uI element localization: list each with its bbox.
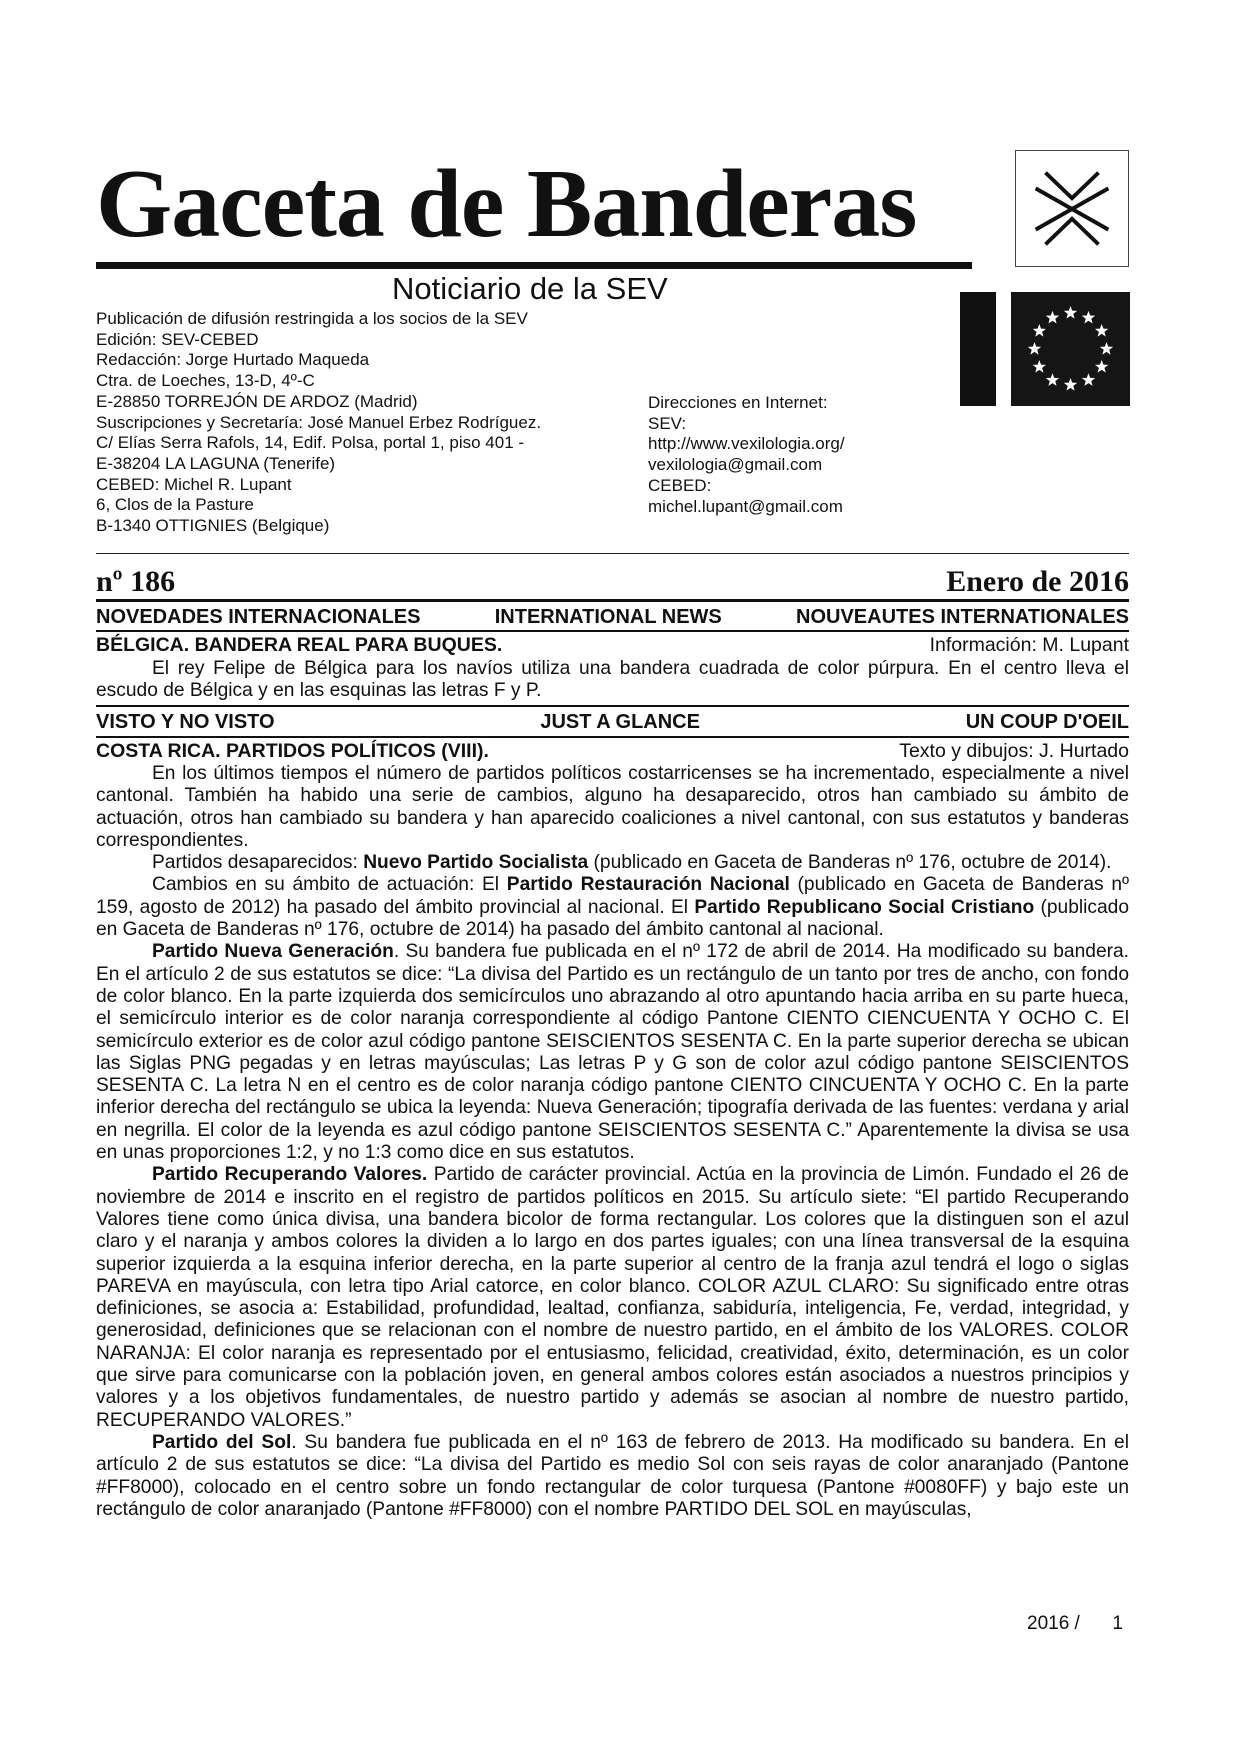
section-title-es: NOVEDADES INTERNACIONALES — [96, 606, 421, 628]
info-line: CEBED: — [648, 475, 712, 495]
paragraph: En los últimos tiempos el número de partidos políticos costarricenses se ha incrementado, especialmente a nivel cantonal. También ha habido una serie de cambios, alguno ha desaparecido, otros han cambiado su ámbito de actuación, otros han cambiado su bandera y han aparecido coaliciones a nivel cantonal, con sus estatutos y banderas correspondientes. — [96, 763, 1129, 851]
party-name: Nuevo Partido Socialista — [363, 852, 589, 874]
star-icon — [1033, 360, 1046, 373]
star-icon — [1033, 324, 1046, 337]
star-icon — [1028, 342, 1041, 355]
masthead-title: Gaceta de Banderas — [96, 150, 917, 258]
info-line: C/ Elías Serra Rafols, 14, Edif. Polsa, portal 1, piso 401 - — [96, 433, 525, 453]
paragraph — [96, 1164, 1129, 1432]
section-header-novedades — [96, 607, 1129, 627]
article-header — [96, 636, 1129, 656]
sev-url-link[interactable]: http://www.vexilologia.org/ — [648, 434, 845, 454]
paragraph: El rey Felipe de Bélgica para los navíos utiliza una bandera cuadrada de color púrpura. En el centro lleva el escudo de Bélgica y en las esquinas las letras F y P. — [96, 658, 1129, 702]
internet-addresses — [648, 393, 845, 517]
info-line: Ctra. de Loeches, 13-D, 4º-C — [96, 371, 315, 391]
section-title-es: VISTO Y NO VISTO — [96, 711, 275, 733]
article-credit: Texto y dibujos: J. Hurtado — [899, 740, 1129, 762]
article-credit: Información: M. Lupant — [929, 634, 1129, 656]
star-icon — [1046, 311, 1059, 324]
publication-info — [96, 309, 541, 537]
info-line: B-1340 OTTIGNIES (Belgique) — [96, 516, 330, 536]
info-line: Suscripciones y Secretaría: José Manuel Erbez Rodríguez. — [96, 412, 542, 432]
divider — [96, 736, 1129, 738]
info-line: E-28850 TORREJÓN DE ARDOZ (Madrid) — [96, 391, 418, 411]
paragraph — [96, 941, 1129, 1164]
section-title-fr: NOUVEAUTES INTERNATIONALES — [796, 606, 1129, 628]
text-run: Cambios en su ámbito de actuación: El — [152, 874, 507, 896]
text-run: (publicado en Gaceta de Banderas nº 159, agosto de 2012) ha pasado del ámbito provincial al nacional. El — [96, 874, 1129, 918]
party-name: Partido Restauración Nacional — [506, 874, 790, 896]
star-icon — [1095, 360, 1108, 373]
info-line: SEV: — [648, 413, 687, 433]
text-run: Partido de carácter provincial. Actúa en la provincia de Limón. Fundado el 26 de noviembre de 2014 e inscrito en el registro de partidos políticos en 2015. Su artículo siete: “El partido Recuperando Valores tiene como única divisa, una bandera bicolor de forma rectangular. Los colores que la distinguen son el azul claro y el naranja y ambos colores la dividen a lo largo en dos partes iguales; con una línea transversal de la esquina superior izquierda a la esquina inferior derecha, en la parte superior al centro de la franja azul tendrá el logo o siglas PAREVA en mayúscula, con letra tipo Arial catorce, en color blanco. COLOR AZUL CLARO: Su significado entre otras definiciones, se asocia a: Estabilidad, profundidad, lealtad, confianza, sabiduría, inteligencia, Fe, verdad, integridad, y generosidad, definiciones que se relacionan con el nombre de nuestro partido, en el ámbito de los VALORES. COLOR NARANJA: El color naranja es representado por el entusiasmo, felicidad, creatividad, éxito, determinación, es un color que sirve para comunicarse con la población joven, en general ambos colores están asociados a nuestros principios y valores y a los objetivos fundamentales, de nuestro partido y además se asocian al nombre de nuestro partido, RECUPERANDO VALORES.” — [96, 1164, 1129, 1431]
section-title-en: JUST A GLANCE — [540, 711, 700, 733]
paragraph — [96, 852, 1129, 874]
issue-date: Enero de 2016 — [946, 565, 1129, 598]
page-footer — [1027, 1613, 1123, 1635]
cebed-email-link[interactable]: michel.lupant@gmail.com — [648, 496, 843, 516]
sev-email-link[interactable]: vexilologia@gmail.com — [648, 455, 823, 475]
info-line: E-38204 LA LAGUNA (Tenerife) — [96, 453, 336, 473]
page-number: 1 — [1112, 1613, 1123, 1634]
info-line: Redacción: Jorge Hurtado Maqueda — [96, 350, 370, 370]
article-headline: BÉLGICA. BANDERA REAL PARA BUQUES. — [96, 634, 503, 656]
info-line: 6, Clos de la Pasture — [96, 495, 254, 515]
star-icon — [1064, 378, 1077, 391]
text-run: (publicado en Gaceta de Banderas nº 176, octubre de 2014). — [588, 852, 1112, 874]
party-name: Partido Republicano Social Cristiano — [694, 896, 1035, 918]
article-body — [96, 658, 1129, 703]
article-body — [96, 763, 1129, 1521]
article-header — [96, 742, 1129, 762]
section-header-visto — [96, 712, 1129, 732]
black-bar — [960, 292, 996, 406]
text-run: (publicado en Gaceta de Banderas nº 176, octubre de 2014) ha pasado del ámbito cantonal al nacional. — [96, 896, 1130, 941]
info-line: Publicación de difusión restringida a los socios de la SEV — [96, 309, 528, 328]
star-icon — [1064, 306, 1077, 319]
text-run: . Su bandera fue publicada en el nº 163 de febrero de 2013. Ha modificado su bandera. En el artículo 2 de sus estatutos se dice: “La divisa del Partido es medio Sol con seis rayas de color anaranjado (Pantone #FF8000), colocado en el centro sobre un fondo rectangular de color turquesa (Pantone #0080FF) y bajo este un rectángulo de color anaranjado (Pantone #FF8000) con el nombre PARTIDO DEL SOL en mayúsculas, — [96, 1431, 1129, 1520]
star-icon — [1046, 373, 1059, 386]
divider — [96, 705, 1129, 707]
star-icon — [1082, 373, 1095, 386]
info-line: Edición: SEV-CEBED — [96, 329, 259, 349]
star-icon — [1100, 342, 1113, 355]
issue-line — [96, 567, 1129, 597]
issue-number: nº 186 — [96, 565, 176, 598]
party-name: Partido del Sol — [152, 1431, 292, 1453]
star-icon — [1082, 311, 1095, 324]
info-line: CEBED: Michel R. Lupant — [96, 474, 292, 494]
paragraph — [96, 874, 1129, 941]
text-run: . Su bandera fue publicada en el nº 172 de abril de 2014. Ha modificado su bandera. En el artículo 2 de sus estatutos se dice: “La divisa del Partido es un rectángulo de un tanto por tres de ancho, con fondo de color blanco. En la parte izquierda dos semicírculos uno abrazando al otro apuntando hacia arriba en su parte hueca, el semicírculo interior es de color naranja correspondiente al código Pantone CIENTO CIENCUENTA Y OCHO C. El semicírculo exterior es de color azul código pantone SEISCIENTOS SESENTA C. En la parte superior derecha se ubican las Siglas PNG pegadas y en letras mayúsculas; Las letras P y G son de color azul código pantone SEISCIENTOS SESENTA C. La letra N en el centro es de color naranja código pantone CIENTO CINCUENTA Y OCHO C. En la parte inferior derecha del rectángulo se ubica la leyenda: Nueva Generación; tipografía derivada de las fuentes: verdana y arial en negrilla. El color de la leyenda es azul código pantone SEISCIENTOS SESENTA C.” Aparentemente la divisa se usa en unas proporciones 1:2, y no 1:3 como dice en sus estatutos. — [96, 941, 1130, 1164]
star-icon — [1095, 324, 1108, 337]
footer-year: 2016 / — [1027, 1613, 1080, 1634]
article-headline: COSTA RICA. PARTIDOS POLÍTICOS (VIII). — [96, 740, 489, 762]
info-line: Direcciones en Internet: — [648, 393, 828, 412]
divider — [96, 630, 1129, 632]
masthead-subtitle: Noticiario de la SEV — [392, 271, 668, 306]
title-rule — [96, 262, 972, 269]
text-run: Partidos desaparecidos: — [152, 852, 364, 874]
sev-cross-logo-icon — [1015, 150, 1129, 267]
section-title-fr: UN COUP D'OEIL — [965, 711, 1129, 733]
paragraph — [96, 1432, 1129, 1521]
eu-flag-icon — [1011, 292, 1130, 406]
party-name: Partido Recuperando Valores. — [152, 1164, 428, 1186]
divider — [96, 599, 1129, 602]
divider — [96, 553, 1129, 554]
party-name: Partido Nueva Generación — [152, 941, 394, 963]
section-title-en: INTERNATIONAL NEWS — [494, 606, 722, 628]
